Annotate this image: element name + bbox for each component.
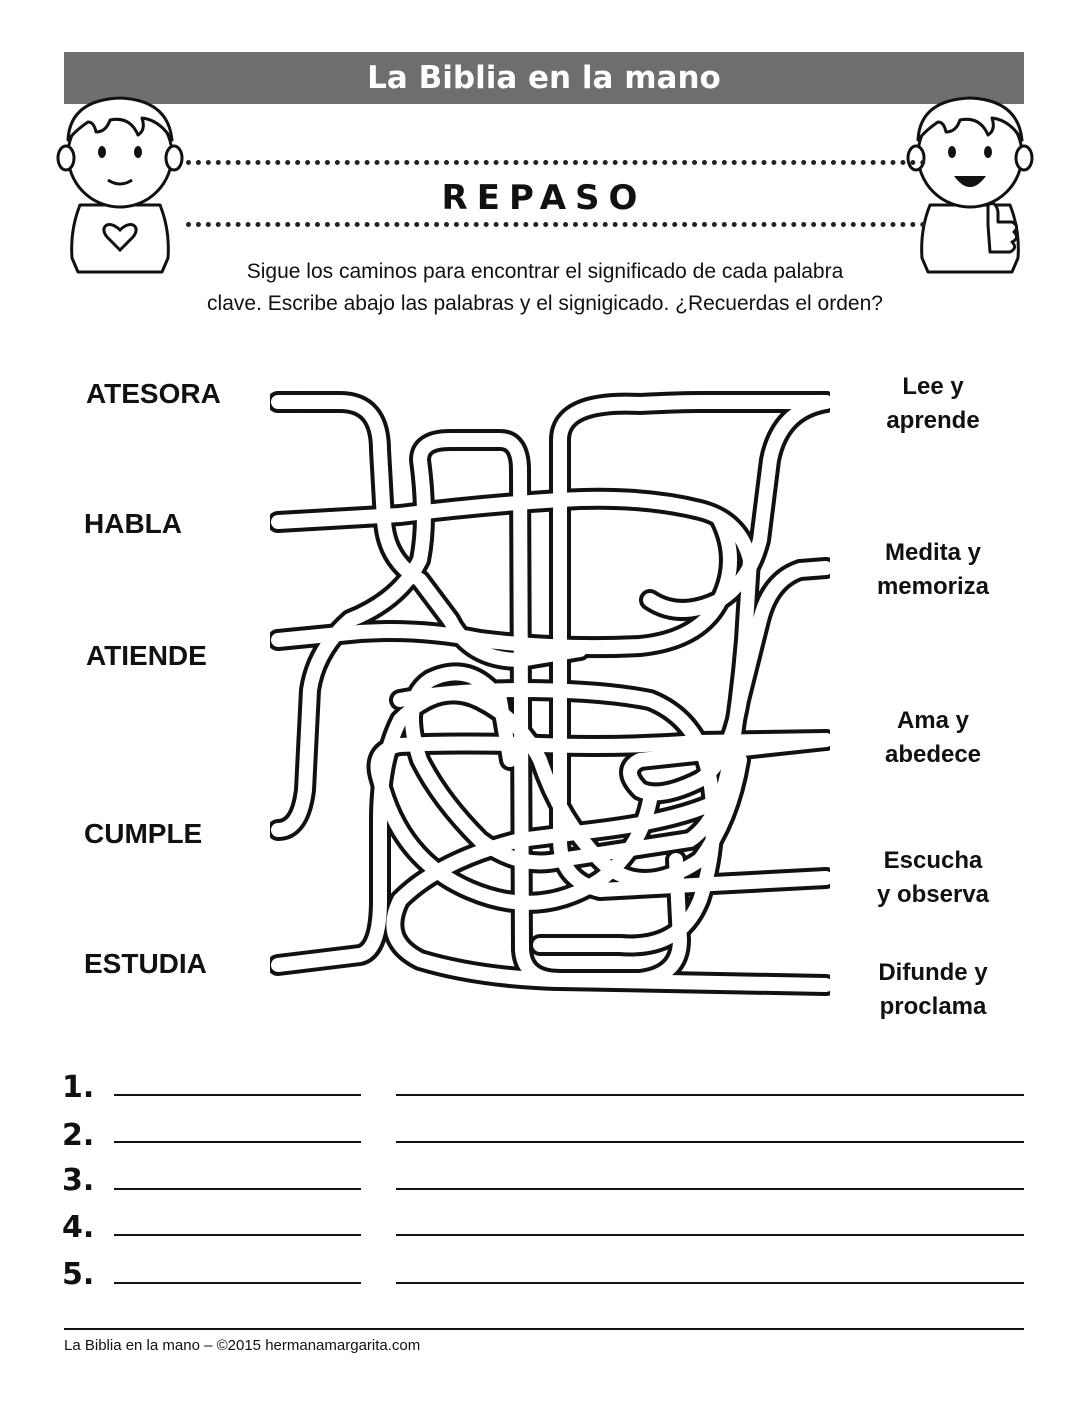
section-title: REPASO: [441, 178, 647, 218]
meaning-3: [838, 704, 1028, 772]
answer-meaning-line-2[interactable]: [396, 1141, 1024, 1143]
dotted-divider-bottom: [186, 222, 926, 227]
meaning-1-line-2: aprende: [886, 407, 980, 434]
dotted-divider-top: [186, 160, 926, 165]
meaning-2: [838, 536, 1028, 604]
meaning-4-line-2: y observa: [876, 881, 990, 908]
answer-meaning-line-4[interactable]: [396, 1234, 1024, 1236]
meaning-4: [838, 844, 1028, 912]
meaning-5: [838, 956, 1028, 1024]
answer-meaning-line-1[interactable]: [396, 1094, 1024, 1096]
answer-word-line-5[interactable]: [114, 1282, 361, 1284]
maze-paths: [270, 380, 830, 1020]
answer-meaning-line-5[interactable]: [396, 1282, 1024, 1284]
answer-number-1: 1.: [62, 1070, 95, 1105]
meaning-3-line-1: Ama y: [896, 707, 970, 734]
title-banner: [64, 52, 1024, 104]
meaning-5-line-1: Difunde y: [878, 959, 988, 986]
footer-rule: [64, 1328, 1024, 1330]
keyword-habla: HABLA: [84, 508, 182, 539]
meaning-3-line-2: abedece: [884, 741, 982, 768]
meaning-5-line-2: proclama: [879, 993, 987, 1020]
page-title: La Biblia en la mano: [367, 60, 721, 96]
keyword-atesora: ATESORA: [86, 378, 221, 409]
answer-number-2: 2.: [62, 1118, 95, 1153]
meaning-1-line-1: Lee y: [902, 373, 964, 400]
meaning-2-line-1: Medita y: [884, 539, 982, 566]
instructions: [130, 256, 960, 320]
answer-word-line-3[interactable]: [114, 1188, 361, 1190]
meaning-1: [838, 370, 1028, 438]
instruction-line-1: Sigue los caminos para encontrar el significado de cada palabra: [246, 260, 844, 283]
answer-word-line-1[interactable]: [114, 1094, 361, 1096]
answer-number-5: 5.: [62, 1257, 95, 1292]
answer-number-4: 4.: [62, 1210, 95, 1245]
answer-number-3: 3.: [62, 1163, 95, 1198]
answer-word-line-4[interactable]: [114, 1234, 361, 1236]
answer-word-line-2[interactable]: [114, 1141, 361, 1143]
meaning-4-line-1: Escucha: [883, 847, 983, 874]
keyword-estudia: ESTUDIA: [84, 948, 207, 979]
keyword-atiende: ATIENDE: [86, 640, 207, 671]
instruction-line-2: clave. Escribe abajo las palabras y el signigicado. ¿Recuerdas el orden?: [207, 292, 883, 315]
footer-credit: La Biblia en la mano – ©2015 hermanamargarita.com: [64, 1337, 421, 1354]
keyword-cumple: CUMPLE: [84, 818, 203, 849]
answer-meaning-line-3[interactable]: [396, 1188, 1024, 1190]
meaning-2-line-2: memoriza: [876, 573, 990, 600]
